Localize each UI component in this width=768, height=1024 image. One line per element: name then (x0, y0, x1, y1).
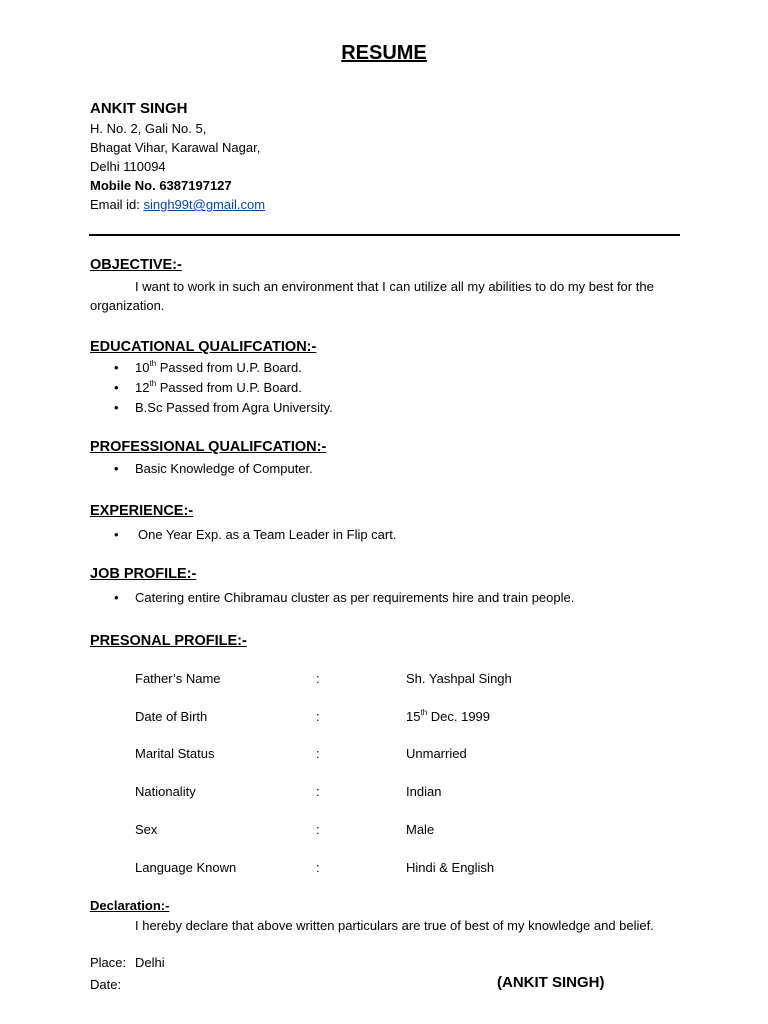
personal-row-nationality (135, 782, 635, 802)
text: One Year Exp. as a Team Leader in Flip cart. (138, 527, 397, 542)
bullet-icon: • (114, 461, 119, 476)
personal-row-father (135, 669, 635, 689)
address-line-3: Delhi 110094 (90, 159, 166, 174)
email-link[interactable]: singh99t@gmail.com (143, 197, 266, 212)
education-list (90, 358, 333, 418)
bullet-icon: • (114, 380, 119, 395)
personal-row-dob (135, 707, 635, 727)
personal-row-marital (135, 744, 635, 764)
row-colon: : (316, 746, 320, 761)
personal-row-sex (135, 820, 635, 840)
experience-list (90, 525, 396, 545)
text: Basic Knowledge of Computer. (135, 461, 313, 476)
row-value: Indian (406, 784, 442, 799)
bullet-icon: • (114, 360, 119, 375)
text: Passed from U.P. Board. (156, 380, 302, 395)
objective-body: I want to work in such an environment that I can utilize all my abilities to do my best for the organization. (90, 279, 654, 313)
list-item (90, 459, 313, 479)
text: Dec. 1999 (427, 709, 491, 724)
row-value (406, 707, 490, 727)
list-item (90, 525, 396, 545)
personal-profile-heading: PRESONAL PROFILE:- (90, 633, 247, 649)
bullet-icon: • (114, 527, 119, 542)
row-colon: : (316, 709, 320, 724)
row-label: Father’s Name (135, 671, 221, 686)
row-value: Hindi & English (406, 860, 495, 875)
resume-title: RESUME (341, 42, 427, 64)
superscript: th (149, 379, 157, 388)
row-label: Marital Status (135, 746, 215, 761)
text: 12 (135, 380, 150, 395)
row-colon: : (316, 822, 320, 837)
list-item (90, 588, 574, 608)
text: Catering entire Chibramau cluster as per requirements hire and train people. (135, 590, 575, 605)
mobile-number: Mobile No. 6387197127 (90, 178, 232, 193)
signature-name: (ANKIT SINGH) (497, 974, 605, 991)
row-label: Language Known (135, 860, 237, 875)
list-item (90, 378, 333, 398)
place-line (90, 955, 165, 970)
row-value: Sh. Yashpal Singh (406, 671, 512, 686)
place-value: Delhi (135, 955, 165, 970)
row-label: Nationality (135, 784, 196, 799)
applicant-name: ANKIT SINGH (90, 100, 188, 117)
horizontal-divider (89, 234, 680, 236)
education-heading: EDUCATIONAL QUALIFCATION:- (90, 339, 317, 355)
job-profile-heading: JOB PROFILE:- (90, 566, 197, 582)
row-value: Male (406, 822, 435, 837)
declaration-heading: Declaration:- (90, 898, 170, 913)
bullet-icon: • (114, 400, 119, 415)
professional-list (90, 459, 313, 479)
job-profile-list (90, 588, 574, 608)
address-line-1: H. No. 2, Gali No. 5, (90, 121, 207, 136)
address-line-2: Bhagat Vihar, Karawal Nagar, (90, 140, 261, 155)
row-label: Sex (135, 822, 158, 837)
row-colon: : (316, 860, 320, 875)
bullet-icon: • (114, 590, 119, 605)
list-item (90, 398, 333, 418)
row-colon: : (316, 671, 320, 686)
text: 15 (406, 709, 421, 724)
objective-heading: OBJECTIVE:- (90, 257, 182, 273)
list-item (90, 358, 333, 378)
text: B.Sc Passed from Agra University. (135, 400, 333, 415)
row-value: Unmarried (406, 746, 467, 761)
row-label: Date of Birth (135, 709, 208, 724)
email-label: Email id: (90, 197, 144, 212)
contact-block (90, 99, 265, 214)
experience-heading: EXPERIENCE:- (90, 503, 194, 519)
superscript: th (149, 359, 157, 368)
row-colon: : (316, 784, 320, 799)
text: 10 (135, 360, 150, 375)
declaration-body: I hereby declare that above written particulars are true of best of my knowledge and belief. (135, 918, 654, 933)
place-label: Place: (90, 955, 127, 970)
text: Passed from U.P. Board. (156, 360, 302, 375)
superscript: th (420, 708, 428, 717)
declaration-text (90, 916, 680, 935)
professional-heading: PROFESSIONAL QUALIFCATION:- (90, 439, 327, 455)
objective-text (90, 277, 680, 315)
personal-row-language (135, 858, 635, 878)
email-line (90, 195, 265, 214)
date-label: Date: (90, 977, 122, 992)
